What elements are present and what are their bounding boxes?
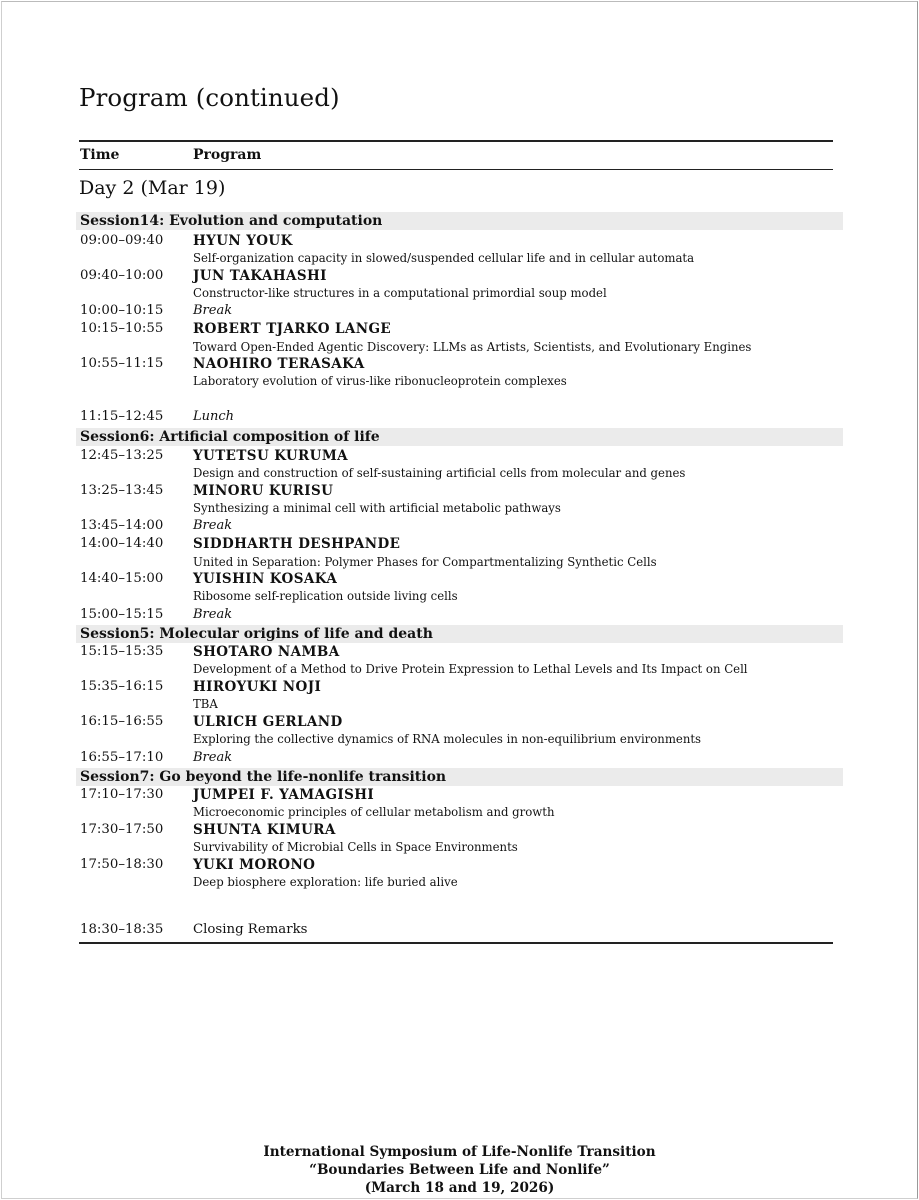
time-cell: 17:30–17:50 xyxy=(80,822,164,837)
speaker-name: HIROYUKI NOJI xyxy=(193,679,322,695)
time-cell: 10:00–10:15 xyxy=(80,303,164,318)
speaker-name: JUMPEI F. YAMAGISHI xyxy=(193,787,375,803)
time-cell: 14:00–14:40 xyxy=(80,536,164,551)
header-rule xyxy=(79,169,833,170)
table-top-rule xyxy=(79,140,833,142)
column-header-time: Time xyxy=(80,147,120,163)
table-bottom-rule xyxy=(79,942,833,944)
session-title: Session5: Molecular origins of life and death xyxy=(80,626,433,642)
talk-title: Deep biosphere exploration: life buried alive xyxy=(193,875,458,889)
break-label: Break xyxy=(193,303,233,318)
talk-title: United in Separation: Polymer Phases for Compartmentalizing Synthetic Cells xyxy=(193,555,657,569)
session-band xyxy=(76,625,843,643)
speaker-name: SHOTARO NAMBA xyxy=(193,644,340,660)
session-title: Session14: Evolution and computation xyxy=(80,213,383,229)
time-cell: 15:15–15:35 xyxy=(80,644,164,659)
break-label: Lunch xyxy=(193,409,235,424)
talk-title: Constructor-like structures in a computational primordial soup model xyxy=(193,286,607,300)
session-title: Session7: Go beyond the life-nonlife transition xyxy=(80,769,447,785)
time-cell: 18:30–18:35 xyxy=(80,922,164,937)
footer-theme: “Boundaries Between Life and Nonlife” xyxy=(309,1162,610,1178)
time-cell: 10:55–11:15 xyxy=(80,356,164,371)
time-cell: 16:55–17:10 xyxy=(80,750,164,765)
talk-title: Microeconomic principles of cellular metabolism and growth xyxy=(193,805,555,819)
talk-title: Exploring the collective dynamics of RNA molecules in non-equilibrium environments xyxy=(193,732,702,746)
speaker-name: HYUN YOUK xyxy=(193,233,293,249)
talk-title: Ribosome self-replication outside living cells xyxy=(193,589,458,603)
time-cell: 17:10–17:30 xyxy=(80,787,164,802)
speaker-name: SHUNTA KIMURA xyxy=(193,822,336,838)
break-label: Break xyxy=(193,607,233,622)
break-label: Break xyxy=(193,750,233,765)
footer-symposium-name: International Symposium of Life-Nonlife Transition xyxy=(263,1144,656,1160)
time-cell: 14:40–15:00 xyxy=(80,571,164,586)
talk-title: Development of a Method to Drive Protein Expression to Lethal Levels and Its Impact on Cell xyxy=(193,662,748,676)
session-band xyxy=(76,428,843,446)
talk-title: TBA xyxy=(193,697,218,711)
time-cell: 09:00–09:40 xyxy=(80,233,164,248)
talk-title: Laboratory evolution of virus-like ribonucleoprotein complexes xyxy=(193,374,567,388)
speaker-name: YUISHIN KOSAKA xyxy=(193,571,338,587)
column-header-program: Program xyxy=(193,147,262,163)
speaker-name: SIDDHARTH DESHPANDE xyxy=(193,536,401,552)
time-cell: 10:15–10:55 xyxy=(80,321,164,336)
time-cell: 09:40–10:00 xyxy=(80,268,164,283)
session-band xyxy=(76,768,843,786)
page-title: Program (continued) xyxy=(79,83,340,112)
speaker-name: ULRICH GERLAND xyxy=(193,714,343,730)
time-cell: 11:15–12:45 xyxy=(80,409,164,424)
time-cell: 17:50–18:30 xyxy=(80,857,164,872)
closing-remarks: Closing Remarks xyxy=(193,922,308,937)
footer-dates: (March 18 and 19, 2026) xyxy=(364,1180,555,1196)
day-heading: Day 2 (Mar 19) xyxy=(79,177,226,199)
speaker-name: YUTETSU KURUMA xyxy=(193,448,349,464)
session-band xyxy=(76,212,843,230)
speaker-name: NAOHIRO TERASAKA xyxy=(193,356,365,372)
talk-title: Self-organization capacity in slowed/suspended cellular life and in cellular automata xyxy=(193,251,695,265)
time-cell: 12:45–13:25 xyxy=(80,448,164,463)
break-label: Break xyxy=(193,518,233,533)
talk-title: Toward Open-Ended Agentic Discovery: LLMs as Artists, Scientists, and Evolutionary Engines xyxy=(193,340,752,354)
talk-title: Design and construction of self-sustaining artificial cells from molecular and genes xyxy=(193,466,686,480)
time-cell: 13:25–13:45 xyxy=(80,483,164,498)
talk-title: Survivability of Microbial Cells in Space Environments xyxy=(193,840,518,854)
time-cell: 16:15–16:55 xyxy=(80,714,164,729)
session-title: Session6: Artificial composition of life xyxy=(80,429,380,445)
speaker-name: JUN TAKAHASHI xyxy=(193,268,327,284)
talk-title: Synthesizing a minimal cell with artificial metabolic pathways xyxy=(193,501,561,515)
time-cell: 15:00–15:15 xyxy=(80,607,164,622)
speaker-name: ROBERT TJARKO LANGE xyxy=(193,321,392,337)
speaker-name: YUKI MORONO xyxy=(193,857,316,873)
time-cell: 15:35–16:15 xyxy=(80,679,164,694)
time-cell: 13:45–14:00 xyxy=(80,518,164,533)
speaker-name: MINORU KURISU xyxy=(193,483,334,499)
